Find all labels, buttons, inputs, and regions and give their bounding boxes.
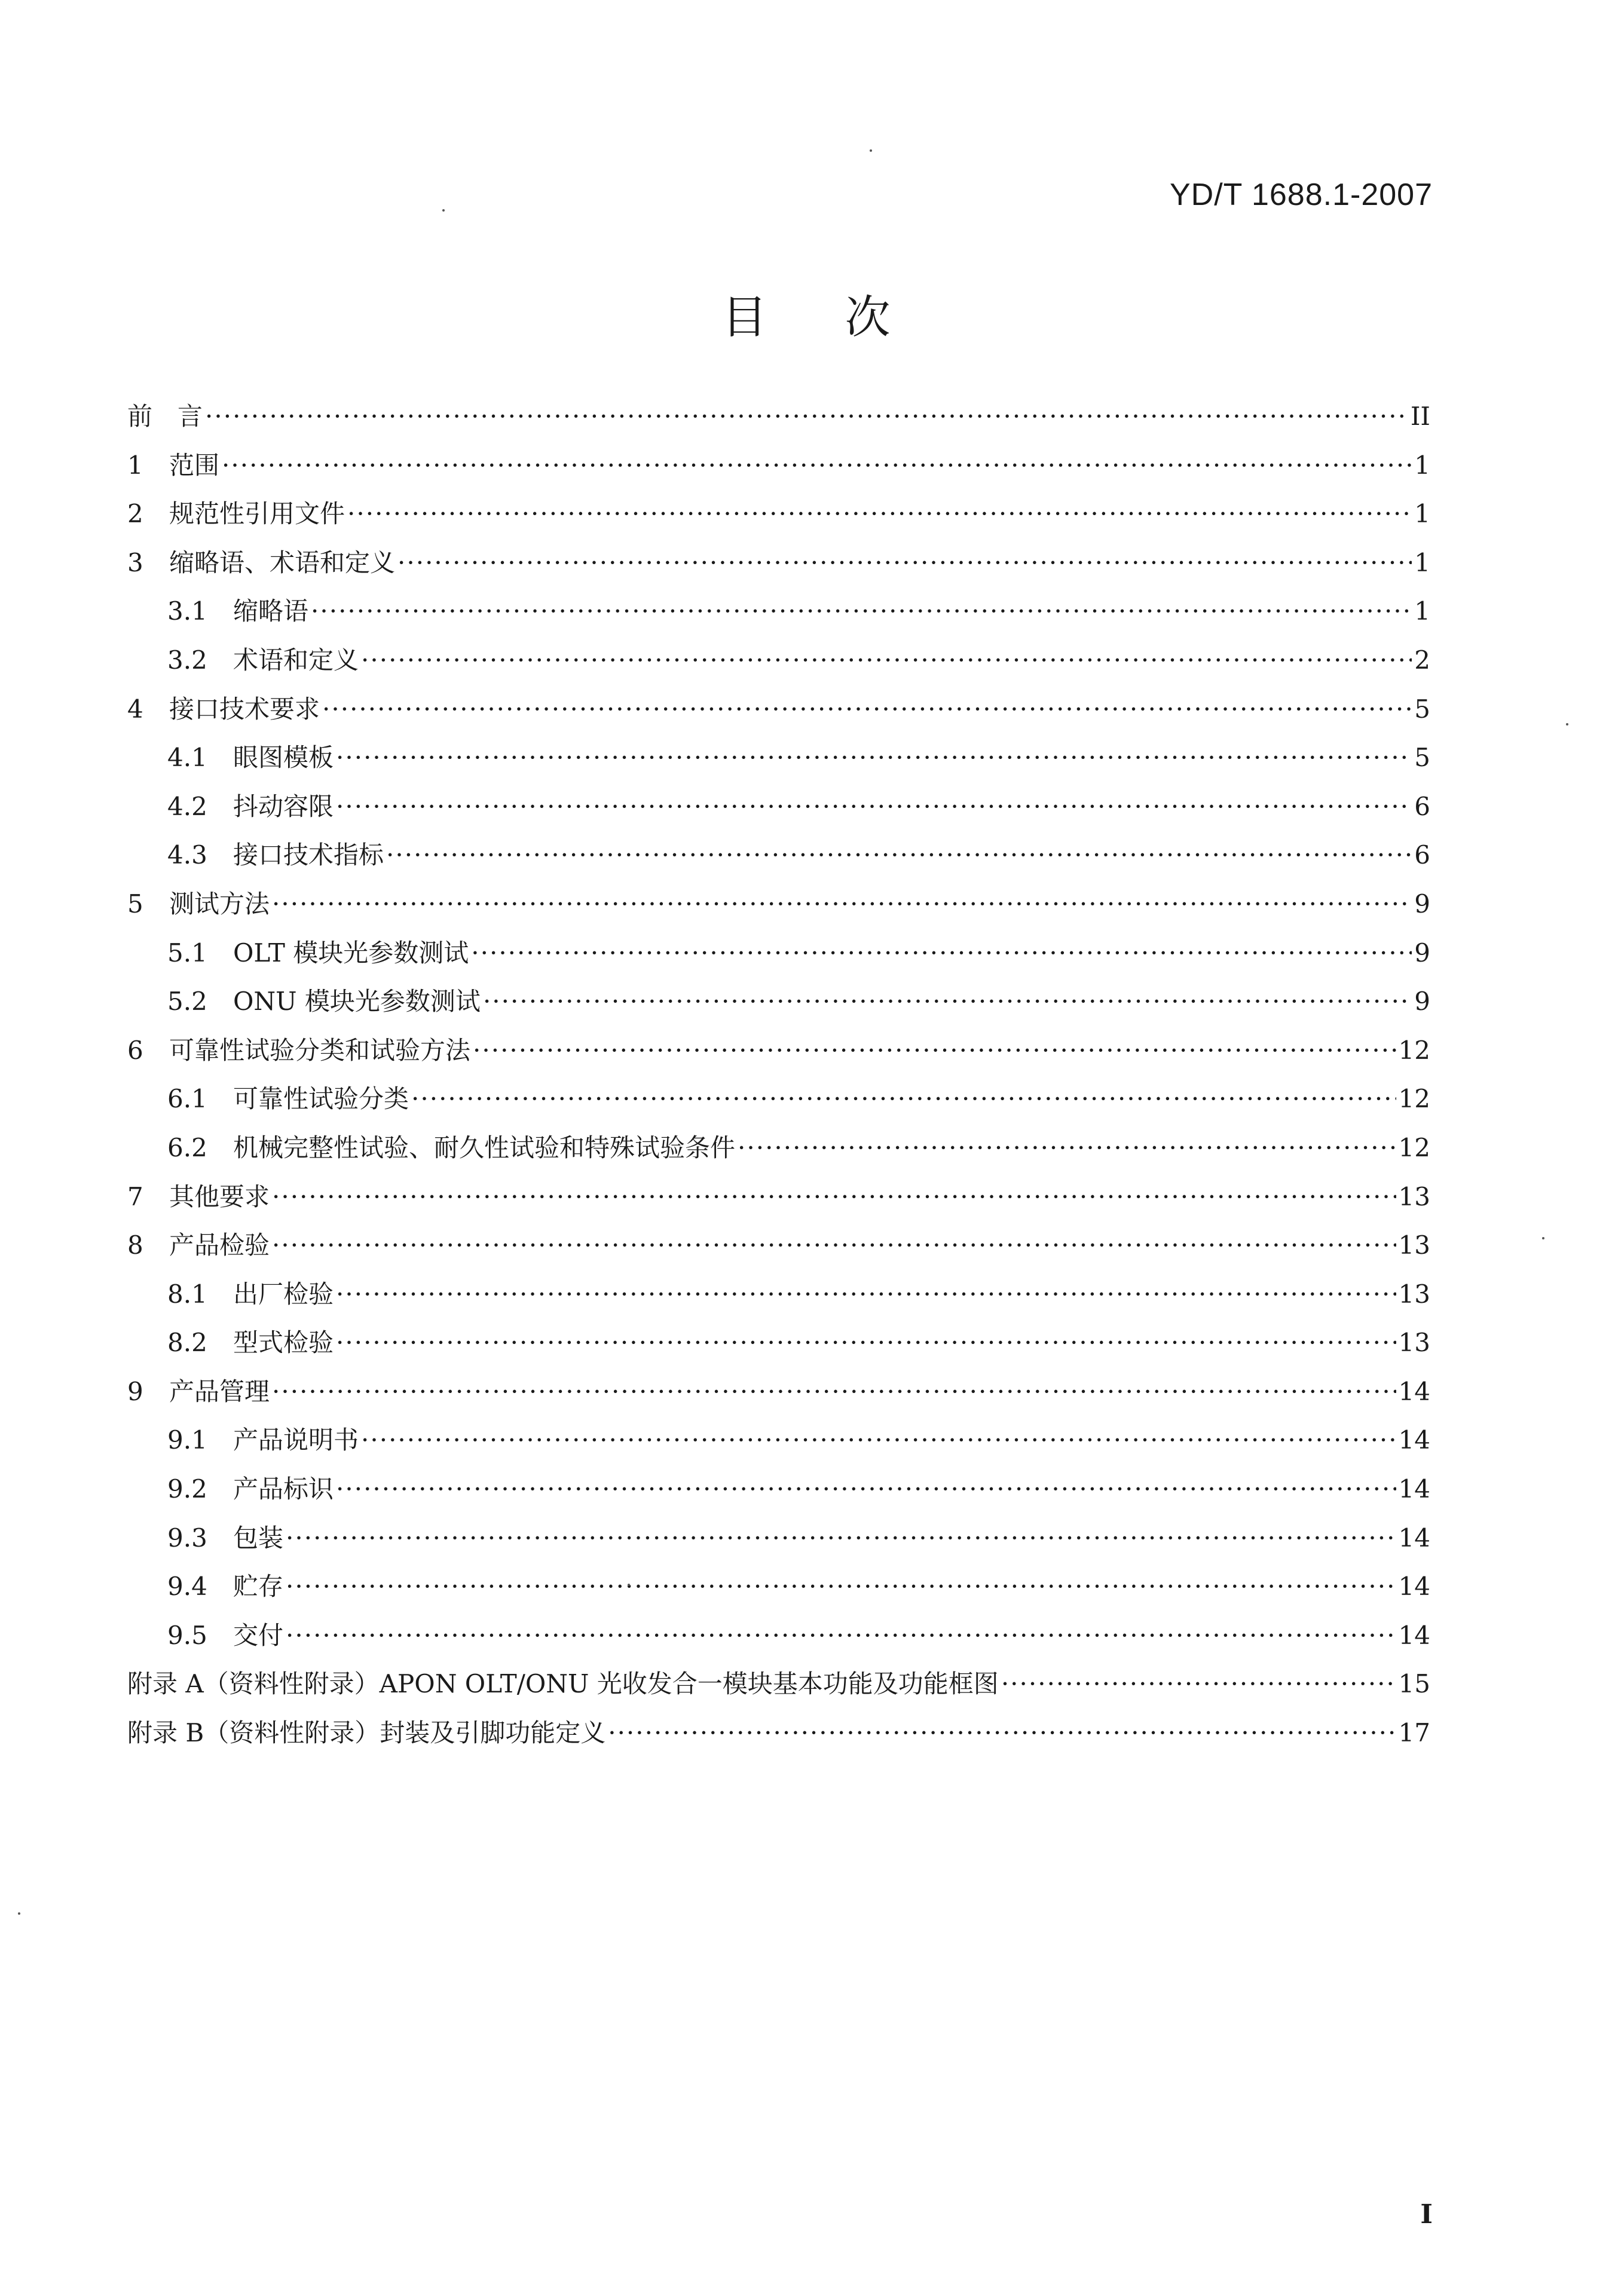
dot-leader [311, 587, 1412, 636]
toc-entry[interactable] [127, 782, 1430, 831]
toc-entry-page: 13 [1398, 1279, 1430, 1309]
dot-leader [272, 1221, 1396, 1270]
dot-leader [1001, 1660, 1396, 1709]
toc-entry-number: 4.1 [167, 743, 207, 773]
dot-leader [272, 1173, 1396, 1222]
toc-entry-number: 3.1 [167, 596, 207, 626]
toc-entry[interactable] [127, 1416, 1430, 1465]
toc-entry-number: 8 [127, 1230, 143, 1260]
toc-entry[interactable] [127, 1562, 1430, 1611]
scan-speck [1566, 723, 1568, 725]
toc-entry-page: 12 [1398, 1084, 1430, 1114]
toc-entry-title: 出厂检验 [233, 1279, 334, 1309]
toc-entry-number: 9.5 [167, 1620, 207, 1650]
dot-leader [347, 489, 1412, 538]
toc-entry[interactable] [127, 1270, 1430, 1319]
toc-entry-title: 交付 [233, 1620, 284, 1650]
toc-entry-title: 规范性引用文件 [169, 499, 345, 529]
toc-entry[interactable] [127, 1026, 1430, 1075]
toc-entry[interactable] [127, 1173, 1430, 1222]
toc-entry-title: 附录 B（资料性附录）封装及引脚功能定义 [127, 1718, 606, 1748]
dot-leader [738, 1123, 1396, 1173]
toc-entry[interactable] [127, 489, 1430, 538]
toc-entry-number: 8.2 [167, 1328, 207, 1358]
toc-entry-number: 6.2 [167, 1132, 207, 1162]
toc-entry-title: 接口技术要求 [169, 694, 320, 724]
toc-entry-page: 14 [1398, 1376, 1430, 1406]
toc-entry-title: 接口技术指标 [233, 840, 384, 870]
toc-entry[interactable] [127, 1514, 1430, 1563]
toc-entry-page: 1 [1414, 499, 1430, 529]
toc-entry-title: 前 言 [127, 402, 203, 431]
toc-entry-page: 17 [1398, 1718, 1430, 1748]
table-of-contents [127, 392, 1430, 1758]
toc-entry-title: 范围 [169, 450, 220, 480]
toc-entry-title: 术语和定义 [233, 645, 359, 675]
toc-entry-number: 7 [127, 1181, 143, 1211]
scan-speck [18, 1912, 20, 1915]
toc-entry-number: 9 [127, 1376, 143, 1406]
toc-entry[interactable] [127, 733, 1430, 782]
dot-leader [336, 782, 1412, 831]
dot-leader [336, 1270, 1396, 1319]
dot-leader [222, 441, 1412, 490]
toc-entry[interactable] [127, 1318, 1430, 1367]
toc-entry-number: 9.4 [167, 1572, 207, 1602]
toc-entry[interactable] [127, 1221, 1430, 1270]
scan-speck [1542, 1237, 1544, 1239]
toc-entry-title: 产品管理 [169, 1376, 270, 1406]
dot-leader [471, 929, 1412, 978]
toc-entry-number: 6.1 [167, 1084, 207, 1114]
toc-entry-number: 4.2 [167, 791, 207, 821]
toc-entry-page: 9 [1414, 938, 1430, 968]
toc-entry-title: 附录 A（资料性附录）APON OLT/ONU 光收发合一模块基本功能及功能框图 [127, 1669, 999, 1699]
toc-entry-title: OLT 模块光参数测试 [233, 938, 469, 968]
dot-leader [397, 538, 1412, 587]
toc-entry-page: 14 [1398, 1474, 1430, 1504]
toc-entry[interactable] [127, 1660, 1430, 1709]
toc-entry[interactable] [127, 636, 1430, 685]
toc-entry-page: 1 [1414, 450, 1430, 480]
toc-entry-page: 6 [1414, 791, 1430, 821]
toc-entry-page: 12 [1398, 1035, 1430, 1065]
toc-entry[interactable] [127, 685, 1430, 734]
toc-entry-page: 2 [1414, 645, 1430, 675]
toc-entry-number: 5.2 [167, 987, 207, 1017]
dot-leader [286, 1562, 1396, 1611]
toc-entry[interactable] [127, 392, 1430, 441]
toc-entry-page: 14 [1398, 1620, 1430, 1650]
toc-entry-page: 13 [1398, 1328, 1430, 1358]
toc-title: 目次 [721, 290, 968, 344]
toc-entry-title: 其他要求 [169, 1181, 270, 1211]
toc-entry-title: 测试方法 [169, 889, 270, 919]
toc-entry-title: 可靠性试验分类 [233, 1084, 409, 1114]
toc-entry-page: 15 [1398, 1669, 1430, 1699]
toc-entry-page: 13 [1398, 1181, 1430, 1211]
scan-speck [628, 1584, 630, 1586]
toc-entry[interactable] [127, 977, 1430, 1026]
toc-entry[interactable] [127, 1367, 1430, 1416]
toc-entry-page: 9 [1414, 889, 1430, 919]
toc-entry[interactable] [127, 880, 1430, 929]
toc-entry-title: 缩略语 [233, 596, 309, 626]
toc-entry-number: 5 [127, 889, 143, 919]
toc-entry[interactable] [127, 1074, 1430, 1123]
toc-entry-number: 9.2 [167, 1474, 207, 1504]
toc-entry-number: 5.1 [167, 938, 207, 968]
dot-leader [411, 1074, 1396, 1123]
toc-entry-title: 贮存 [233, 1572, 284, 1602]
toc-entry-number: 3 [127, 547, 143, 577]
toc-entry-title: ONU 模块光参数测试 [233, 987, 481, 1017]
dot-leader [286, 1514, 1396, 1563]
toc-entry-number: 1 [127, 450, 143, 480]
toc-entry-number: 9.3 [167, 1523, 207, 1553]
dot-leader [361, 636, 1412, 685]
toc-entry-number: 2 [127, 499, 143, 529]
toc-entry-title: 抖动容限 [233, 791, 334, 821]
toc-entry[interactable] [127, 587, 1430, 636]
toc-entry[interactable] [127, 1709, 1430, 1758]
toc-entry-page: 14 [1398, 1425, 1430, 1455]
toc-entry-page: 9 [1414, 987, 1430, 1017]
dot-leader [286, 1611, 1396, 1660]
dot-leader [322, 685, 1412, 734]
scan-speck [870, 149, 872, 152]
toc-entry-title: 可靠性试验分类和试验方法 [169, 1035, 471, 1065]
toc-entry-page: 14 [1398, 1572, 1430, 1602]
toc-entry-title: 产品标识 [233, 1474, 334, 1504]
dot-leader [473, 1026, 1396, 1075]
dot-leader [272, 880, 1412, 929]
toc-entry[interactable] [127, 1465, 1430, 1514]
toc-entry[interactable] [127, 1123, 1430, 1173]
toc-entry-title: 产品说明书 [233, 1425, 359, 1455]
dot-leader [608, 1709, 1396, 1758]
scan-speck [442, 209, 445, 212]
toc-entry-number: 9.1 [167, 1425, 207, 1455]
toc-entry-page: 6 [1414, 840, 1430, 870]
toc-entry-title: 眼图模板 [233, 743, 334, 773]
toc-entry-page: 14 [1398, 1523, 1430, 1553]
toc-entry-page: II [1410, 402, 1430, 431]
page-number: I [1420, 2199, 1433, 2230]
dot-leader [361, 1416, 1396, 1465]
toc-entry-number: 6 [127, 1035, 143, 1065]
toc-entry-page: 5 [1414, 694, 1430, 724]
dot-leader [336, 1465, 1396, 1514]
toc-entry-number: 4 [127, 694, 143, 724]
toc-entry[interactable] [127, 538, 1430, 587]
standard-code: YD/T 1688.1-2007 [1170, 177, 1433, 212]
dot-leader [336, 733, 1412, 782]
dot-leader [272, 1367, 1396, 1416]
toc-entry-title: 包装 [233, 1523, 284, 1553]
dot-leader [483, 977, 1412, 1026]
toc-entry[interactable] [127, 1611, 1430, 1660]
toc-entry-title: 缩略语、术语和定义 [169, 547, 396, 577]
toc-entry[interactable] [127, 831, 1430, 880]
dot-leader [205, 392, 1408, 441]
toc-entry-page: 1 [1414, 547, 1430, 577]
toc-entry-number: 8.1 [167, 1279, 207, 1309]
toc-entry-page: 5 [1414, 743, 1430, 773]
toc-entry-number: 4.3 [167, 840, 207, 870]
dot-leader [386, 831, 1412, 880]
toc-entry-title: 产品检验 [169, 1230, 270, 1260]
toc-entry[interactable] [127, 929, 1430, 978]
toc-entry-page: 13 [1398, 1230, 1430, 1260]
toc-entry-title: 型式检验 [233, 1328, 334, 1358]
toc-entry-title: 机械完整性试验、耐久性试验和特殊试验条件 [233, 1132, 736, 1162]
toc-entry-page: 12 [1398, 1132, 1430, 1162]
toc-entry-number: 3.2 [167, 645, 207, 675]
toc-entry-page: 1 [1414, 596, 1430, 626]
dot-leader [336, 1318, 1396, 1367]
toc-entry[interactable] [127, 441, 1430, 490]
